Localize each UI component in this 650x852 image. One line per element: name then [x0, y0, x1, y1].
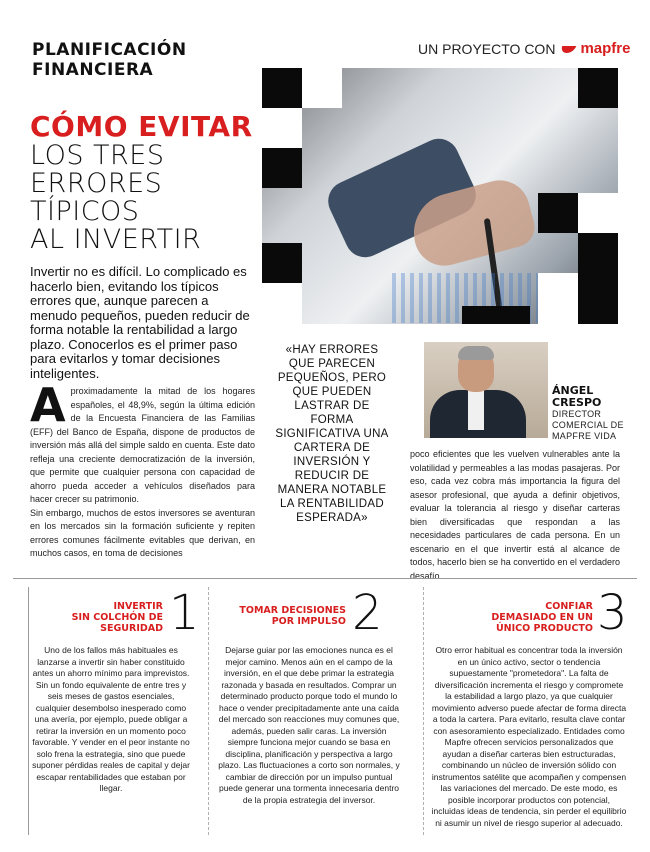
tip-title [43, 601, 163, 634]
section-title-line1: PLANIFICACIÓN [32, 40, 187, 60]
photo-square [462, 306, 530, 324]
headline-line: TÍPICOS [30, 196, 140, 227]
tip-title-line: SIN COLCHÓN DE [71, 612, 163, 623]
photo-square [538, 193, 578, 233]
dropcap: A [30, 378, 66, 432]
brand-name: mapfre [580, 40, 631, 57]
person-role-line3: MAPFRE VIDA [552, 431, 617, 441]
photo-square [262, 108, 302, 148]
tip-3 [423, 579, 637, 834]
photo-square [578, 68, 618, 108]
tip-2 [208, 579, 418, 834]
photo-square [262, 68, 302, 108]
portrait-photo [424, 342, 548, 438]
photo-square [262, 243, 302, 283]
body-column-2: poco eficientes que les vuelven vulnerables ante la volatilidad y permeables a las modas pasajeras. Por eso, cada vez cobra más importancia la figura del asesor profesional, que ayuda a definir objetivos, evaluar la tolerancia al riesgo y diseñar carteras bien diversificadas que respondan a las necesidades particulares de cada persona. En un escenario en el que invertir está al alcance de todos, hacerlo bien se ha convertido en el verdadero desafío. [410, 449, 620, 581]
body-paragraph [30, 378, 255, 507]
tip-number: 1 [169, 585, 200, 641]
tip-title-line: INVERTIR [113, 601, 163, 612]
project-label: UN PROYECTO CON [418, 40, 556, 57]
paragraph-text: proximadamente la mitad de los hogares españoles, el 48,9%, según la última edición de la Encuesta Financiera de las Familias (EFF) del Banco de España, dispone de productos de inversión más allá del simple saldo en cuenta. Este dato refleja una creciente democratización de la inversión, que permite que cualquier persona con capacidad de ahorro pueda acceder a vehículos diseñados para hacer crecer su patrimonio. [30, 386, 255, 504]
photo-square [578, 193, 618, 233]
mapfre-logo [561, 40, 630, 57]
tip-number: 2 [352, 585, 383, 641]
body-paragraph: Sin embargo, muchos de estos inversores se aventuran en los mercados sin la formación suficiente y repiten errores comunes fácilmente evitables que derivan, en muchos casos, en toma de decisiones [30, 507, 255, 558]
tip-title-line: POR IMPULSO [271, 616, 346, 627]
portrait-hair [458, 346, 494, 360]
photo-square [538, 273, 578, 324]
mapfre-mark-icon [561, 44, 577, 54]
tip-title [447, 601, 593, 634]
section-title-line2: FINANCIERA [32, 60, 154, 80]
tip-title-line: CONFIAR [545, 601, 593, 612]
tip-1 [13, 579, 221, 834]
person-role-line1: DIRECTOR [552, 409, 602, 419]
photo-square [302, 68, 342, 108]
headline-line: ERRORES [30, 168, 163, 199]
person-role-line2: COMERCIAL DE [552, 420, 624, 430]
person-name-line2: CRESPO [552, 396, 602, 409]
tip-title-line: TOMAR DECISIONES [239, 605, 346, 616]
headline [30, 142, 201, 254]
headline-line: LOS TRES [30, 140, 165, 171]
person-caption [552, 385, 624, 442]
person-name-line1: ÁNGEL [552, 384, 594, 397]
section-title [32, 40, 187, 80]
headline-red: CÓMO EVITAR [30, 110, 253, 143]
lead-paragraph: Invertir no es difícil. Lo complicado es hacerlo bien, evitando los típicos errores que, aunque parecen a menudo pequeños, pueden reducir de forma notable la rentabilidad a largo plazo. Conocerlos es el primer paso para evitarlos y tomar decisiones inteligentes. [30, 264, 250, 381]
portrait-shirt [468, 390, 484, 430]
tip-text: Uno de los fallos más habituales es lanzarse a invertir sin haber constituido antes un ahorro mínimo para imprevistos. Sin un fondo equivalente de entre tres y seis meses de gastos esenciales, cualquier desembolso inesperado como una avería, por ejemplo, puede obligar a retirar la inversión en un momento poco favorable. Y vender en el peor instante no solo frena la estrategia, sino que puede suponer pérdidas reales de capital y dejar escapar rentabilidades que estaban por llegar. [32, 645, 190, 793]
tip-title [228, 605, 346, 627]
tip-text: Otro error habitual es concentrar toda la inversión en un único activo, sector o tendencia supuestamente "prometedora". La falta de diversificación incrementa el riesgo y compromete la estabilidad a largo plazo, ya que cualquier movimiento adverso puede afectar de forma directa a toda la cartera. Para evitarlo, resulta clave contar con asesoramiento especializado. Entidades como Mapfre ofrecen servicios personalizados que ayudan a diseñar carteras bien estructuradas, combinando un núcleo de inversión sólido con instrumentos satélite que acompañen y compensen las variaciones del mercado. De este modo, es posible incorporar productos con potencial, incluidas ideas de tendencia, sin perder el equilibrio ni asumir un nivel de riesgo superior al adecuado. [431, 645, 627, 828]
headline-line: AL INVERTIR [30, 224, 202, 255]
tip-number: 3 [597, 585, 628, 641]
photo-square [262, 148, 302, 188]
photo-square [578, 273, 618, 324]
tip-title-line: DEMASIADO EN UN [491, 612, 593, 623]
photo-square [262, 283, 302, 324]
body-column-1 [30, 378, 255, 561]
tip-title-line: ÚNICO PRODUCTO [495, 623, 593, 634]
photo-square [578, 233, 618, 273]
pull-quote: «HAY ERRORES QUE PARECEN PEQUEÑOS, PERO QUE PUEDEN LASTRAR DE FORMA SIGNIFICATIVA UNA CARTERA DE INVERSIÓN Y REDUCIR DE MANERA NOTABLE LA RENTABILIDAD ESPERADA» [275, 344, 389, 524]
sponsor-line [418, 40, 630, 57]
tip-title-line: SEGURIDAD [100, 623, 163, 634]
tips-box [13, 578, 637, 841]
hero-photo [262, 68, 618, 324]
tip-text: Dejarse guiar por las emociones nunca es el mejor camino. Menos aún en el campo de la inversión, en el que debe primar la estrategia razonada y basada en resultados. Comprar un determinado producto porque todo el mundo lo hace o vender precipitadamente ante una caída del mercado son reacciones muy comunes que, además, pueden salir caras. La inversión siempre funciona mejor cuando se basa en disciplina, planificación y perspectiva a largo plazo. Las fluctuaciones a corto son normales, y cambiar de dirección por un impulso puntual puede generar una tormenta innecesaria dentro de la propia estrategia del inversor. [218, 645, 400, 805]
